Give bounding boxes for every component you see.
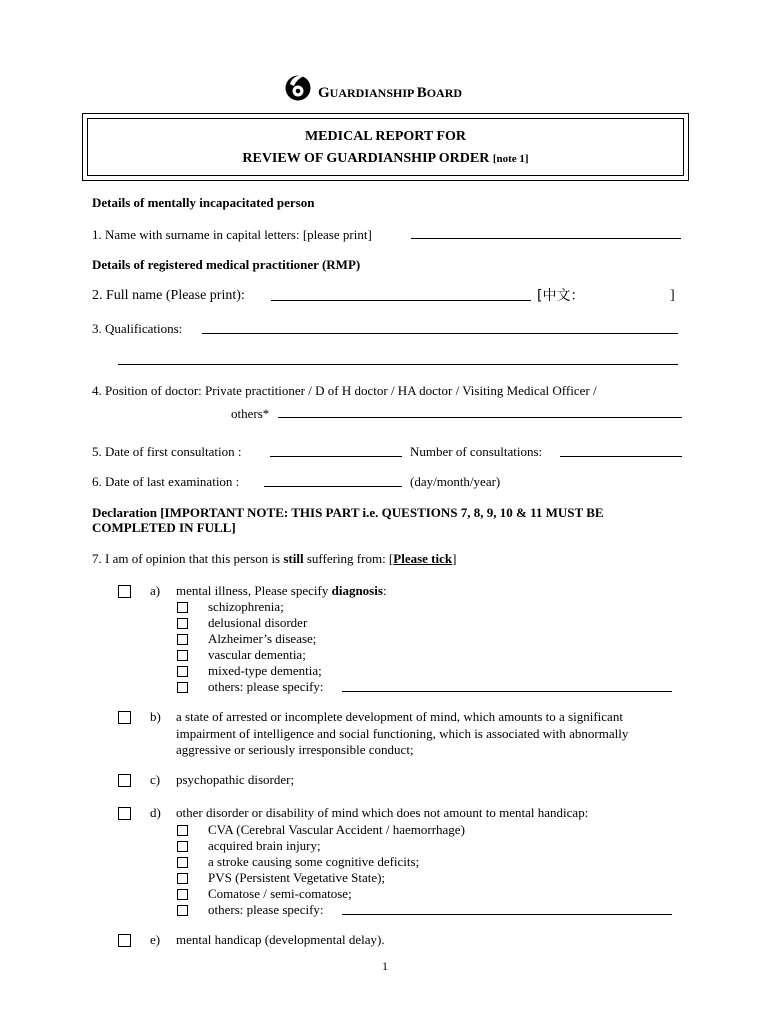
q2-chinese-label: [中文： (537, 288, 585, 304)
q4-others-field[interactable] (278, 417, 682, 418)
title-line-2: REVIEW OF GUARDIANSHIP ORDER [note 1] (242, 151, 529, 166)
q5-count-label: Number of consultations: (410, 444, 543, 459)
guardianship-board-logo (283, 72, 315, 102)
q2-label: 2. Full name (Please print): (92, 288, 245, 303)
a-item-label: Alzheimer’s disease; (208, 631, 317, 646)
d-item-checkbox[interactable] (177, 873, 188, 884)
title-box (82, 113, 689, 181)
q1-label: 1. Name with surname in capital letters: [please print] (92, 227, 372, 242)
a-others-specify-field[interactable] (342, 691, 672, 692)
d-item-label: acquired brain injury; (208, 838, 321, 853)
page-number: 1 (382, 959, 388, 973)
q5-label: 5. Date of first consultation : (92, 444, 242, 459)
option-d-text: other disorder or disability of mind which does not amount to mental handicap: (176, 805, 589, 820)
d-item-label: Comatose / semi-comatose; (208, 886, 352, 901)
option-b-text-line: impairment of intelligence and social functioning, which is associated with abnormally (176, 726, 629, 741)
d-others-specify-field[interactable] (342, 914, 672, 915)
q3-label: 3. Qualifications: (92, 321, 183, 336)
q4-others-label: others* (231, 406, 270, 421)
d-item-checkbox[interactable] (177, 889, 188, 900)
d-item-checkbox[interactable] (177, 857, 188, 868)
a-item-label: delusional disorder (208, 615, 308, 630)
option-d-checkbox[interactable] (118, 807, 131, 820)
option-a-letter: a) (150, 583, 161, 598)
a-item-checkbox[interactable] (177, 666, 188, 677)
q4-label: 4. Position of doctor: Private practitioner / D of H doctor / HA doctor / Visiting Medical Officer / (92, 383, 597, 398)
declaration-heading-line-2: COMPLETED IN FULL] (92, 520, 236, 535)
option-c-text: psychopathic disorder; (176, 772, 295, 787)
option-c-letter: c) (150, 772, 161, 787)
a-item-checkbox[interactable] (177, 650, 188, 661)
a-item-checkbox[interactable] (177, 602, 188, 613)
option-d-letter: d) (150, 805, 161, 820)
section-heading-person: Details of mentally incapacitated person (92, 195, 315, 210)
q6-last-examination-field[interactable] (264, 486, 402, 487)
q3-qualifications-field[interactable] (202, 333, 678, 334)
d-item-checkbox[interactable] (177, 905, 188, 916)
option-b-letter: b) (150, 709, 161, 724)
q2-fullname-field[interactable] (271, 300, 531, 301)
section-heading-rmp: Details of registered medical practitioner (RMP) (92, 257, 361, 272)
q7-label: 7. I am of opinion that this person is still suffering from: [Please tick] (92, 551, 457, 566)
q6-format-hint: (day/month/year) (410, 474, 501, 489)
a-item-label: vascular dementia; (208, 647, 306, 662)
option-e-letter: e) (150, 932, 161, 947)
logo-icon (283, 72, 315, 102)
a-item-checkbox[interactable] (177, 618, 188, 629)
option-b-checkbox[interactable] (118, 711, 131, 724)
d-item-label: CVA (Cerebral Vascular Accident / haemorrhage) (208, 822, 465, 837)
a-item-label: mixed-type dementia; (208, 663, 322, 678)
title-line-1: MEDICAL REPORT FOR (304, 129, 467, 144)
option-e-checkbox[interactable] (118, 934, 131, 947)
option-b-text-line: a state of arrested or incomplete development of mind, which amounts to a significant (176, 709, 623, 724)
option-e-text: mental handicap (developmental delay). (176, 932, 385, 947)
a-item-label: schizophrenia; (208, 599, 284, 614)
q3-qualifications-field-2[interactable] (118, 364, 678, 365)
q5-first-consultation-field[interactable] (270, 456, 402, 457)
d-item-label: PVS (Persistent Vegetative State); (208, 870, 386, 885)
a-item-label: others: please specify: (208, 679, 324, 694)
option-c-checkbox[interactable] (118, 774, 131, 787)
q1-name-field[interactable] (411, 238, 681, 239)
d-item-checkbox[interactable] (177, 825, 188, 836)
org-name: GUARDIANSHIP BOARD (318, 85, 463, 101)
option-b-text-line: aggressive or seriously irresponsible conduct; (176, 742, 414, 757)
option-a-checkbox[interactable] (118, 585, 131, 598)
q5-consultations-count-field[interactable] (560, 456, 682, 457)
option-a-text: mental illness, Please specify diagnosis: (176, 583, 387, 598)
d-item-label: others: please specify: (208, 902, 324, 917)
a-item-checkbox[interactable] (177, 682, 188, 693)
a-item-checkbox[interactable] (177, 634, 188, 645)
declaration-heading-line-1: Declaration [IMPORTANT NOTE: THIS PART i.e. QUESTIONS 7, 8, 9, 10 & 11 MUST BE (92, 505, 604, 520)
q6-label: 6. Date of last examination : (92, 474, 240, 489)
d-item-checkbox[interactable] (177, 841, 188, 852)
d-item-label: a stroke causing some cognitive deficits; (208, 854, 420, 869)
q2-bracket: ] (670, 288, 675, 303)
